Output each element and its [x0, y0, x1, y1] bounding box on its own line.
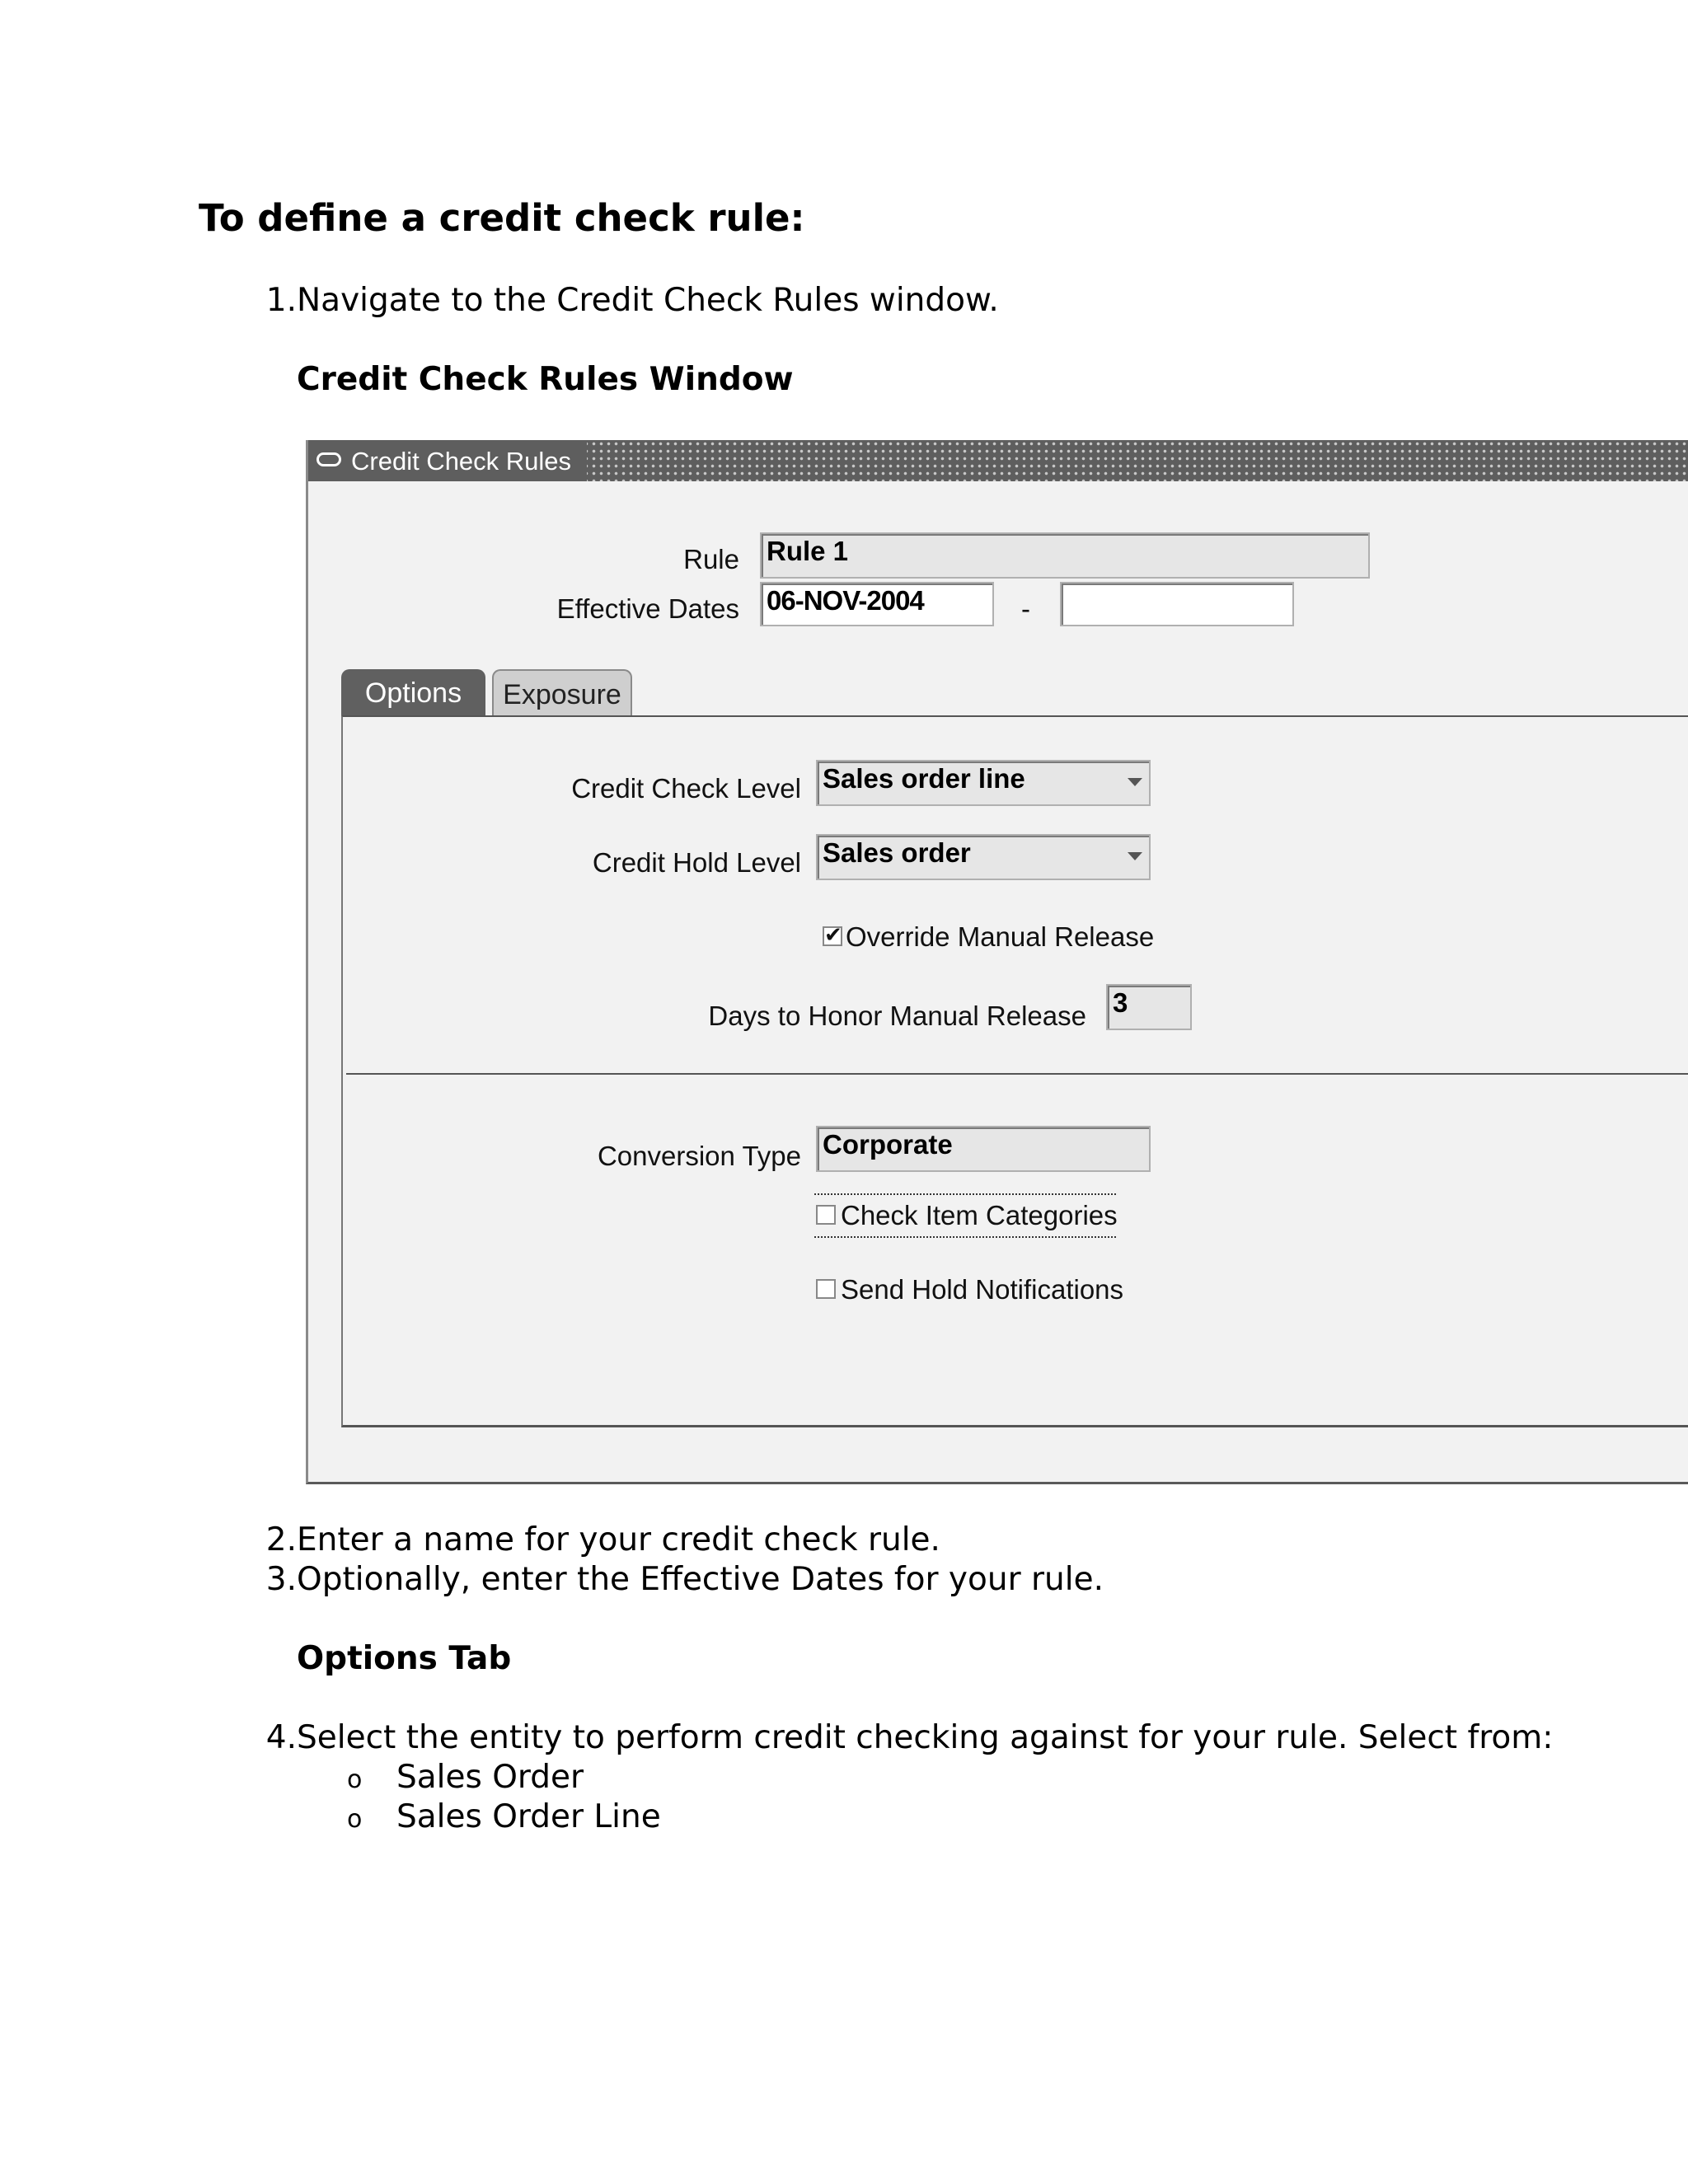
credit-check-rules-window	[306, 440, 1688, 1484]
rule-value: Rule 1	[767, 536, 849, 566]
rule-label: Rule	[683, 544, 739, 574]
step-text: Optionally, enter the Effective Dates for your rule.	[297, 1561, 1104, 1598]
bullet-marker: o	[347, 1765, 363, 1794]
step-number: 2.	[265, 1521, 297, 1558]
chevron-down-icon	[1128, 778, 1142, 786]
credit-hold-level-value: Sales order	[823, 837, 971, 868]
effective-dates-label: Effective Dates	[556, 593, 739, 624]
list-item	[347, 1798, 1006, 1840]
days-to-honor-field[interactable]	[1106, 984, 1192, 1030]
credit-check-level-select[interactable]	[816, 760, 1151, 806]
effective-to-field[interactable]	[1060, 582, 1294, 626]
rule-field[interactable]	[760, 532, 1370, 579]
effective-from-field[interactable]	[760, 582, 994, 626]
window-title: Credit Check Rules	[351, 447, 572, 476]
tab-exposure[interactable]: Exposure	[492, 669, 632, 717]
step-text: Enter a name for your credit check rule.	[297, 1521, 940, 1558]
credit-check-level-label: Credit Check Level	[571, 773, 801, 804]
check-item-categories-label: Check Item Categories	[841, 1200, 1118, 1230]
conversion-type-field[interactable]	[816, 1126, 1151, 1172]
list-item-text: Sales Order Line	[396, 1798, 661, 1835]
window-caption: Credit Check Rules Window	[297, 361, 794, 398]
step-3	[247, 1561, 1236, 1602]
days-to-honor-label: Days to Honor Manual Release	[708, 1001, 1086, 1031]
step-1	[247, 282, 1236, 323]
check-item-categories-checkbox[interactable]	[816, 1205, 836, 1225]
conversion-type-value: Corporate	[823, 1129, 953, 1160]
window-titlebar[interactable]	[308, 440, 1688, 481]
conversion-type-label: Conversion Type	[597, 1141, 801, 1171]
tab-options[interactable]: Options	[341, 669, 485, 717]
step-4	[247, 1719, 1648, 1760]
send-hold-notifications-checkbox[interactable]	[816, 1279, 836, 1299]
step-text: Navigate to the Credit Check Rules window.	[297, 282, 999, 319]
date-separator: -	[1021, 593, 1030, 624]
step-number: 3.	[265, 1561, 297, 1598]
page-heading: To define a credit check rule:	[199, 196, 805, 240]
options-tab-panel	[341, 715, 1688, 1427]
step-text: Select the entity to perform credit checking against for your rule. Select from:	[297, 1719, 1554, 1756]
override-manual-release-label: Override Manual Release	[846, 921, 1155, 952]
options-tab-heading: Options Tab	[297, 1640, 512, 1677]
override-manual-release-checkbox[interactable]	[823, 926, 842, 946]
send-hold-notifications-label: Send Hold Notifications	[841, 1274, 1124, 1305]
chevron-down-icon	[1128, 852, 1142, 860]
list-item	[347, 1759, 1006, 1800]
credit-check-level-value: Sales order line	[823, 763, 1025, 794]
days-to-honor-value: 3	[1113, 987, 1128, 1018]
list-item-text: Sales Order	[396, 1759, 584, 1796]
step-number: 4.	[265, 1719, 297, 1756]
step-2	[247, 1521, 1236, 1563]
effective-from-value: 06-NOV-2004	[767, 585, 924, 616]
oracle-window-icon	[316, 452, 341, 466]
bullet-marker: o	[347, 1805, 363, 1834]
section-divider	[346, 1073, 1688, 1075]
credit-hold-level-label: Credit Hold Level	[592, 847, 801, 878]
step-number: 1.	[265, 282, 297, 319]
credit-hold-level-select[interactable]	[816, 834, 1151, 880]
